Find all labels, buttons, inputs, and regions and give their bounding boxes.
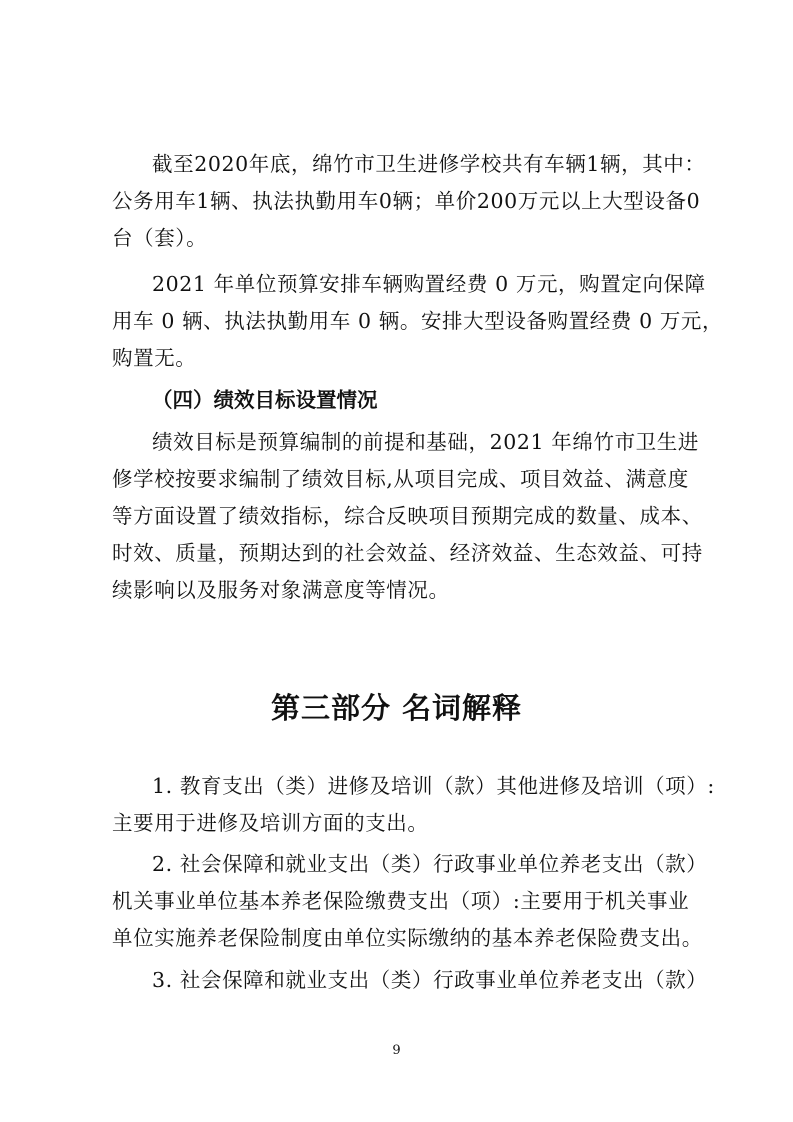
text-line: 2. 社会保障和就业支出（类）行政事业单位养老支出（款）	[152, 852, 708, 876]
term-3	[112, 962, 708, 999]
text-line: 1. 教育支出（类）进修及培训（款）其他进修及培训（项）:	[152, 774, 715, 798]
text-line: 购置无。	[112, 346, 197, 370]
text-line: 公务用车1辆、执法执勤用车0辆；单价200万元以上大型设备0	[112, 189, 701, 213]
paragraph-performance-goals	[112, 424, 702, 609]
text-line: 修学校按要求编制了绩效目标,从项目完成、项目效益、满意度	[112, 467, 689, 491]
term-1	[112, 768, 715, 842]
paragraph-vehicles-total	[112, 146, 706, 257]
paragraph-vehicle-budget	[112, 266, 724, 377]
text-line: 续影响以及服务对象满意度等情况。	[112, 578, 450, 602]
page-number: 9	[392, 1043, 401, 1058]
text-line: 时效、质量，预期达到的社会效益、经济效益、生态效益、可持	[112, 541, 703, 565]
text-line: 用车 0 辆、执法执勤用车 0 辆。安排大型设备购置经费 0 万元，	[112, 309, 724, 333]
text-line: 主要用于进修及培训方面的支出。	[112, 811, 429, 835]
term-2	[112, 846, 708, 957]
text-line: 3. 社会保障和就业支出（类）行政事业单位养老支出（款）	[152, 968, 708, 992]
text-line: 截至2020年底，绵竹市卫生进修学校共有车辆1辆，其中：	[152, 152, 706, 176]
text-line: 2021 年单位预算安排车辆购置经费 0 万元，购置定向保障	[152, 272, 706, 296]
text-line: 单位实施养老保险制度由单位实际缴纳的基本养老保险费支出。	[112, 926, 703, 950]
section-title: 第三部分 名词解释	[270, 691, 523, 725]
text-line: 台（套）。	[112, 226, 208, 250]
text-line: 机关事业单位基本养老保险缴费支出（项）:主要用于机关事业	[112, 889, 690, 913]
text-line: 绩效目标是预算编制的前提和基础，2021 年绵竹市卫生进	[152, 430, 699, 454]
subheading-performance-goals: （四）绩效目标设置情况	[152, 388, 378, 412]
text-line: 等方面设置了绩效指标，综合反映项目预期完成的数量、成本、	[112, 504, 703, 528]
